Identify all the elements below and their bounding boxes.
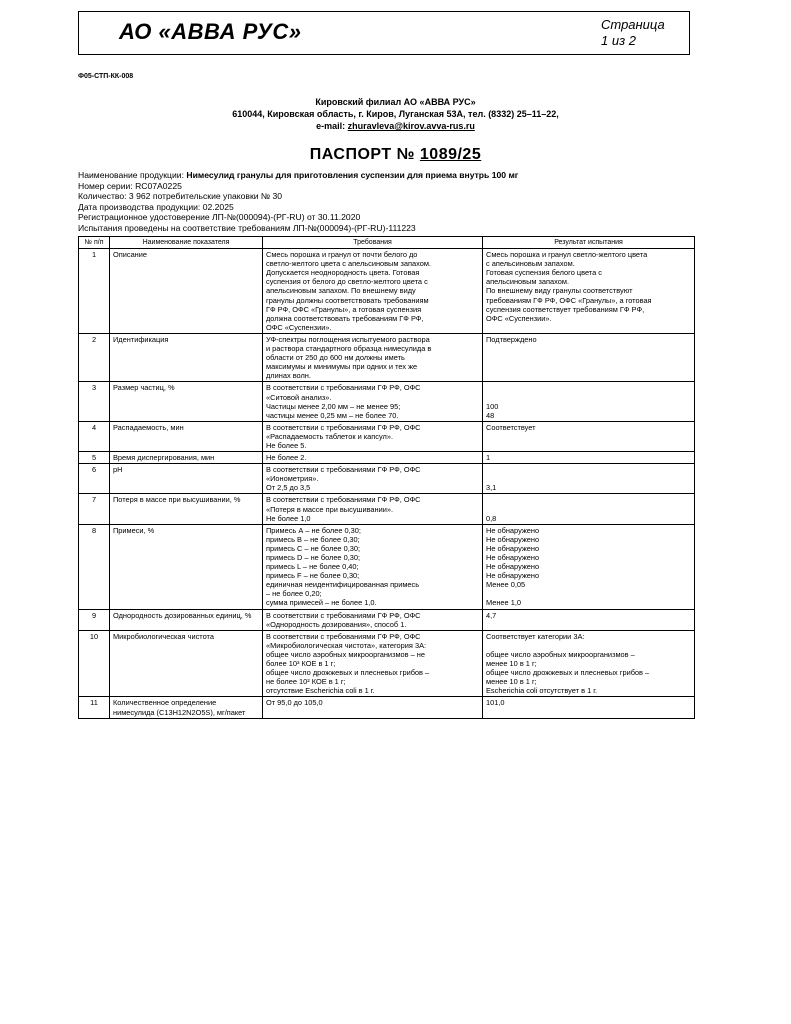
result-line: Не обнаружено xyxy=(486,525,540,535)
requirement-line: «Однородность дозирования», способ 1. xyxy=(266,619,407,629)
branch-block xyxy=(0,96,791,132)
row-requirements xyxy=(263,249,483,334)
requirement-line: примесь С – не более 0,30; xyxy=(266,543,361,553)
header-requirements: Требования xyxy=(263,237,483,249)
requirement-line: гранулы должны соответствовать требованиям xyxy=(266,295,429,305)
production-date-line: Дата производства продукции: 02.2025 xyxy=(78,201,234,212)
requirement-line: области от 250 до 600 нм должны иметь xyxy=(266,353,405,363)
form-code: Ф05-СТП-КК-008 xyxy=(78,73,134,80)
row-number: 5 xyxy=(79,452,110,464)
row-indicator: Распадаемость, мин xyxy=(110,421,263,451)
result-line: суспензия соответствует требованиям ГФ РФ, xyxy=(486,304,645,314)
result-line xyxy=(486,393,691,402)
header-indicator: Наименование показателя xyxy=(110,237,263,249)
row-result xyxy=(483,333,695,381)
requirement-line: «Потеря в массе при высушивании». xyxy=(266,504,394,514)
row-requirements xyxy=(263,524,483,609)
requirement-line: «Ионометрия». xyxy=(266,474,319,484)
row-requirements xyxy=(263,333,483,381)
row-indicator: Однородность дозированных единиц, % xyxy=(110,609,263,630)
row-result xyxy=(483,249,695,334)
requirement-line: – не более 0,20; xyxy=(266,589,322,599)
table-header-row xyxy=(79,237,695,249)
requirement-line: Допускается неоднородность цвета. Готовая xyxy=(266,268,420,278)
row-result xyxy=(483,524,695,609)
result-line: с апельсиновым запахом. xyxy=(486,259,575,269)
result-line: 1 xyxy=(486,453,491,463)
result-line: По внешнему виду гранулы соответствуют xyxy=(486,286,633,296)
row-result xyxy=(483,382,695,421)
passport-title xyxy=(0,146,791,164)
row-indicator: Размер частиц, % xyxy=(110,382,263,421)
header-result: Результат испытания xyxy=(483,237,695,249)
row-result xyxy=(483,464,695,494)
result-line: 0,8 xyxy=(486,513,497,523)
passport-title-prefix: ПАСПОРТ № xyxy=(309,146,420,163)
email-label: e-mail: xyxy=(316,121,348,131)
requirement-line: суспензия от белого до светло-желтого цвета с xyxy=(266,277,428,287)
result-line: Не обнаружено xyxy=(486,562,540,572)
row-indicator: Идентификация xyxy=(110,333,263,381)
result-line xyxy=(486,474,691,483)
row-indicator: pH xyxy=(110,464,263,494)
requirement-line: общее число дрожжевых и плесневых грибов – xyxy=(266,668,430,678)
result-line: менее 10 в 1 г; xyxy=(486,677,537,687)
requirement-line: светло-желтого цвета с апельсиновым запахом. xyxy=(266,259,431,269)
requirement-line: ГФ РФ, ОФС «Гранулы», а готовая суспензия xyxy=(266,304,422,314)
result-line: Смесь порошка и гранул светло-желтого цвета xyxy=(486,250,648,260)
company-name: АО «АВВА РУС» xyxy=(119,19,302,44)
requirement-line: максимумы и минимумы при одних и тех же xyxy=(266,362,418,372)
result-line: Escherichia coli отсутствует в 1 г. xyxy=(486,686,598,696)
result-line: Готовая суспензия белого цвета с xyxy=(486,268,602,278)
product-value: Нимесулид гранулы для приготовления суспензии для приема внутрь 100 мг xyxy=(186,170,519,180)
result-line: 100 xyxy=(486,401,499,411)
requirement-line: В соответствии с требованиями ГФ РФ, ОФС xyxy=(266,495,421,505)
result-line xyxy=(486,465,691,474)
row-number: 7 xyxy=(79,494,110,524)
row-number: 2 xyxy=(79,333,110,381)
row-indicator: Примеси, % xyxy=(110,524,263,609)
result-line: апельсиновым запахом. xyxy=(486,277,569,287)
result-line: Не обнаружено xyxy=(486,571,540,581)
row-requirements xyxy=(263,494,483,524)
requirement-line: примесь В – не более 0,30; xyxy=(266,534,360,544)
table-row xyxy=(79,630,695,697)
row-result xyxy=(483,630,695,697)
quantity-line: Количество: 3 962 потребительские упаковки № 30 xyxy=(78,191,283,202)
page-number: 1 из 2 xyxy=(601,33,636,48)
requirement-line: Не более 1,0 xyxy=(266,513,311,523)
email-link[interactable]: zhuravleva@kirov.avva-rus.ru xyxy=(347,121,475,131)
table-row xyxy=(79,494,695,524)
branch-name: Кировский филиал АО «АВВА РУС» xyxy=(315,97,476,107)
requirement-line: «Микробиологическая чистота», категория 3А: xyxy=(266,640,427,650)
row-requirements xyxy=(263,452,483,464)
row-indicator: Описание xyxy=(110,249,263,334)
requirement-line: Примесь А – не более 0,30; xyxy=(266,525,361,535)
requirement-line: ОФС «Суспензии». xyxy=(266,322,332,332)
row-requirements xyxy=(263,609,483,630)
passport-number: 1089/25 xyxy=(419,146,482,163)
requirement-line: не более 10² КОЕ в 1 г; xyxy=(266,677,346,687)
product-label: Наименование продукции: xyxy=(78,170,187,180)
result-line xyxy=(486,505,691,514)
result-line: Соответствует xyxy=(486,422,536,432)
row-requirements xyxy=(263,382,483,421)
result-line: Не обнаружено xyxy=(486,553,540,562)
requirement-line: апельсиновым запахом. По внешнему виду xyxy=(266,286,416,296)
page-indicator xyxy=(601,17,681,49)
requirement-line: Не более 2. xyxy=(266,453,307,463)
row-number: 8 xyxy=(79,524,110,609)
requirement-line: более 10³ КОЕ в 1 г; xyxy=(266,659,336,669)
requirement-line: В соответствии с требованиями ГФ РФ, ОФС xyxy=(266,383,421,393)
row-number: 4 xyxy=(79,421,110,451)
row-number: 9 xyxy=(79,609,110,630)
requirement-line: Не более 5. xyxy=(266,440,307,450)
table-row xyxy=(79,421,695,451)
table-row xyxy=(79,452,695,464)
requirement-line: общее число аэробных микроорганизмов – не xyxy=(266,649,425,659)
result-line: 48 xyxy=(486,410,495,420)
requirement-line: В соответствии с требованиями ГФ РФ, ОФС xyxy=(266,465,421,475)
row-requirements xyxy=(263,464,483,494)
requirement-line: В соответствии с требованиями ГФ РФ, ОФС xyxy=(266,631,421,641)
table-row xyxy=(79,697,695,718)
table-row xyxy=(79,249,695,334)
row-indicator: Количественное определение нимесулида (C13H12N2O5S), мг/пакет xyxy=(110,697,263,718)
requirement-line: От 2,5 до 3,5 xyxy=(266,483,311,493)
requirement-line: Частицы менее 2,00 мм – не менее 95; xyxy=(266,401,401,411)
requirement-line: «Распадаемость таблеток и капсул». xyxy=(266,431,394,441)
row-result xyxy=(483,452,695,464)
row-result xyxy=(483,421,695,451)
result-line: Соответствует категории 3А: xyxy=(486,631,585,641)
document-header xyxy=(78,11,690,55)
result-line: Менее 0,05 xyxy=(486,580,526,590)
result-line: Не обнаружено xyxy=(486,534,540,544)
batch-line: Номер серии: RC07A0225 xyxy=(78,180,182,191)
branch-email-line xyxy=(0,120,791,132)
result-line xyxy=(486,641,691,650)
result-line: Не обнаружено xyxy=(486,543,540,553)
requirement-line: частицы менее 0,25 мм – не более 70. xyxy=(266,410,399,420)
table-row xyxy=(79,524,695,609)
row-result xyxy=(483,697,695,718)
branch-address: 610044, Кировская область, г. Киров, Луганская 53А, тел. (8332) 25–11–22, xyxy=(232,109,559,119)
result-line: требованиям ГФ РФ, ОФС «Гранулы», а готовая xyxy=(486,295,652,305)
row-number: 3 xyxy=(79,382,110,421)
row-number: 10 xyxy=(79,630,110,697)
row-number: 1 xyxy=(79,249,110,334)
requirement-line: Смесь порошка и гранул от почти белого до xyxy=(266,250,418,260)
row-requirements xyxy=(263,630,483,697)
requirement-line: длинах волн. xyxy=(266,371,311,381)
table-row xyxy=(79,464,695,494)
requirement-line: В соответствии с требованиями ГФ РФ, ОФС xyxy=(266,610,421,620)
result-line: 4,7 xyxy=(486,610,497,620)
row-number: 11 xyxy=(79,697,110,718)
requirement-line: примесь L – не более 0,40; xyxy=(266,562,359,572)
result-line: ОФС «Суспензии». xyxy=(486,313,552,323)
row-requirements xyxy=(263,697,483,718)
row-result xyxy=(483,609,695,630)
result-line: общее число дрожжевых и плесневых грибов – xyxy=(486,668,650,678)
result-line: общее число аэробных микроорганизмов – xyxy=(486,649,635,659)
requirement-line: должна соответствовать требованиям ГФ РФ, xyxy=(266,313,424,323)
table-body xyxy=(79,249,695,719)
requirement-line: В соответствии с требованиями ГФ РФ, ОФС xyxy=(266,422,421,432)
requirement-line: и раствора стандартного образца нимесулида в xyxy=(266,344,432,354)
row-result xyxy=(483,494,695,524)
table-row xyxy=(79,609,695,630)
requirement-line: УФ-спектры поглощения испытуемого раствора xyxy=(266,334,430,344)
result-line: 101,0 xyxy=(486,698,505,708)
result-line: 3,1 xyxy=(486,483,497,493)
requirement-line: единичная неидентифицированная примесь xyxy=(266,580,420,590)
row-number: 6 xyxy=(79,464,110,494)
specification-table xyxy=(78,236,695,719)
result-line xyxy=(486,383,691,392)
page-label: Страница xyxy=(601,17,665,32)
result-line: Менее 1,0 xyxy=(486,598,521,608)
registration-line: Регистрационное удостоверение ЛП-№(000094)-(РГ-RU) от 30.11.2020 xyxy=(78,212,361,223)
requirement-line: примесь D – не более 0,30; xyxy=(266,553,361,562)
tests-line: Испытания проведены на соответствие требованиям ЛП-№(000094)-(РГ-RU)-111223 xyxy=(78,222,416,233)
requirement-line: отсутствие Escherichia coli в 1 г. xyxy=(266,686,375,696)
row-indicator: Микробиологическая чистота xyxy=(110,630,263,697)
row-indicator: Потеря в массе при высушивании, % xyxy=(110,494,263,524)
requirement-line: примесь F – не более 0,30; xyxy=(266,571,360,581)
result-line xyxy=(486,495,691,504)
requirement-line: сумма примесей – не более 1,0. xyxy=(266,598,377,608)
table-row xyxy=(79,382,695,421)
requirement-line: От 95,0 до 105,0 xyxy=(266,698,323,708)
product-info xyxy=(78,170,518,234)
requirement-line: «Ситовой анализ». xyxy=(266,392,332,402)
header-num: № п/п xyxy=(79,237,110,249)
product-line xyxy=(78,170,518,181)
result-line xyxy=(486,589,691,598)
result-line: менее 10 в 1 г; xyxy=(486,659,537,669)
result-line: Подтверждено xyxy=(486,334,537,344)
row-indicator: Время диспергирования, мин xyxy=(110,452,263,464)
row-requirements xyxy=(263,421,483,451)
table-row xyxy=(79,333,695,381)
